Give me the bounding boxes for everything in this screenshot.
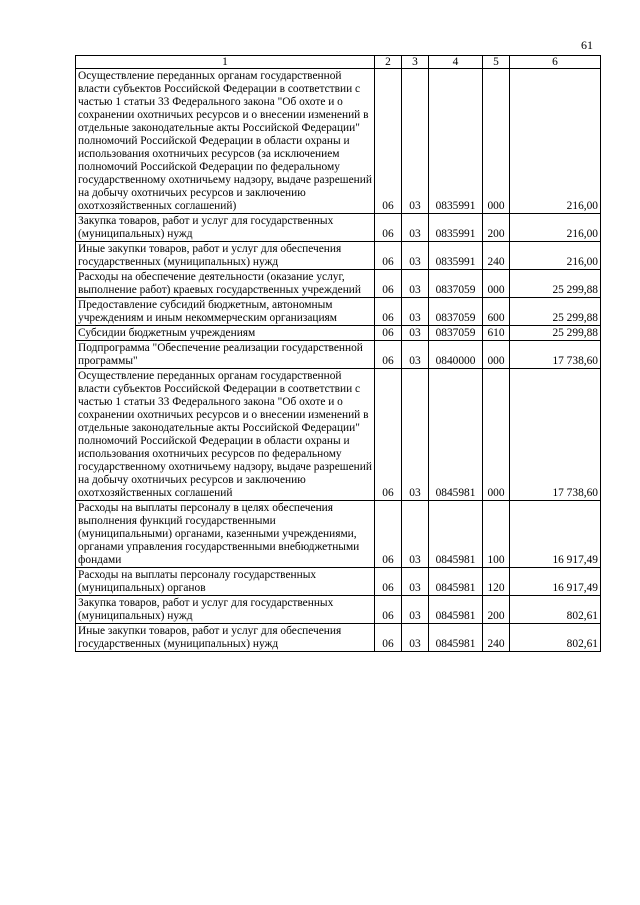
row-expense-type: 240 — [483, 242, 510, 270]
column-header-expense-type: 5 — [483, 56, 510, 69]
table-row — [76, 501, 601, 568]
row-target: 0845981 — [429, 568, 483, 596]
row-section: 06 — [375, 69, 402, 214]
row-section: 06 — [375, 568, 402, 596]
row-name: Предоставление субсидий бюджетным, автономным учреждениям и иным некоммерческим организациям — [76, 298, 375, 326]
row-section: 06 — [375, 214, 402, 242]
row-target: 0845981 — [429, 624, 483, 652]
row-target: 0837059 — [429, 270, 483, 298]
row-subsection: 03 — [402, 624, 429, 652]
row-subsection: 03 — [402, 501, 429, 568]
table-row — [76, 326, 601, 341]
row-expense-type: 120 — [483, 568, 510, 596]
row-section: 06 — [375, 326, 402, 341]
row-amount: 802,61 — [510, 624, 601, 652]
row-section: 06 — [375, 624, 402, 652]
row-section: 06 — [375, 270, 402, 298]
row-amount: 216,00 — [510, 242, 601, 270]
row-section: 06 — [375, 596, 402, 624]
row-name: Подпрограмма "Обеспечение реализации государственной программы" — [76, 341, 375, 369]
row-name: Расходы на обеспечение деятельности (оказание услуг, выполнение работ) краевых государственных учреждений — [76, 270, 375, 298]
row-amount: 216,00 — [510, 214, 601, 242]
table-row — [76, 242, 601, 270]
budget-table — [75, 55, 601, 652]
row-subsection: 03 — [402, 270, 429, 298]
table-row — [76, 568, 601, 596]
row-name: Расходы на выплаты персоналу в целях обеспечения выполнения функций государственными (муниципальными) органами, казенными учреждениями, органами управления государственными внебюджетными фондами — [76, 501, 375, 568]
row-section: 06 — [375, 242, 402, 270]
row-name: Закупка товаров, работ и услуг для государственных (муниципальных) нужд — [76, 214, 375, 242]
row-subsection: 03 — [402, 298, 429, 326]
row-amount: 17 738,60 — [510, 369, 601, 501]
row-subsection: 03 — [402, 341, 429, 369]
row-amount: 216,00 — [510, 69, 601, 214]
row-name: Расходы на выплаты персоналу государственных (муниципальных) органов — [76, 568, 375, 596]
table-row — [76, 624, 601, 652]
row-name: Субсидии бюджетным учреждениям — [76, 326, 375, 341]
row-expense-type: 000 — [483, 341, 510, 369]
row-expense-type: 000 — [483, 270, 510, 298]
row-target: 0835991 — [429, 242, 483, 270]
table-row — [76, 214, 601, 242]
row-amount: 25 299,88 — [510, 298, 601, 326]
row-name: Иные закупки товаров, работ и услуг для обеспечения государственных (муниципальных) нужд — [76, 242, 375, 270]
column-header-amount: 6 — [510, 56, 601, 69]
row-target: 0837059 — [429, 298, 483, 326]
row-subsection: 03 — [402, 326, 429, 341]
column-header-subsection: 3 — [402, 56, 429, 69]
column-header-target: 4 — [429, 56, 483, 69]
row-target: 0840000 — [429, 341, 483, 369]
row-name: Иные закупки товаров, работ и услуг для обеспечения государственных (муниципальных) нужд — [76, 624, 375, 652]
row-expense-type: 000 — [483, 69, 510, 214]
row-subsection: 03 — [402, 69, 429, 214]
row-amount: 16 917,49 — [510, 501, 601, 568]
page-number: 61 — [581, 38, 593, 52]
row-section: 06 — [375, 501, 402, 568]
table-row — [76, 270, 601, 298]
row-target: 0835991 — [429, 69, 483, 214]
row-expense-type: 600 — [483, 298, 510, 326]
row-target: 0845981 — [429, 501, 483, 568]
row-subsection: 03 — [402, 369, 429, 501]
row-expense-type: 200 — [483, 214, 510, 242]
table-header-row — [76, 56, 601, 69]
row-name: Осуществление переданных органам государственной власти субъектов Российской Федерации в соответствии с частью 1 статьи 33 Федерального закона "Об охоте и о сохранении охотничьих ресурсов и о внесении изменений в отдельные законодательные акты Российской Федерации" полномочий Российской Федерации в области охраны и использования охотничьих ресурсов (за исключением полномочий Российской Федерации по федеральному государственному охотничьему надзору, выдаче разрешений на добычу охотничьих ресурсов и заключению охотхозяйственных соглашений) — [76, 69, 375, 214]
row-expense-type: 000 — [483, 369, 510, 501]
row-name: Закупка товаров, работ и услуг для государственных (муниципальных) нужд — [76, 596, 375, 624]
row-amount: 25 299,88 — [510, 270, 601, 298]
row-target: 0845981 — [429, 596, 483, 624]
row-expense-type: 240 — [483, 624, 510, 652]
row-expense-type: 610 — [483, 326, 510, 341]
row-target: 0845981 — [429, 369, 483, 501]
row-amount: 17 738,60 — [510, 341, 601, 369]
row-section: 06 — [375, 369, 402, 501]
row-amount: 25 299,88 — [510, 326, 601, 341]
column-header-name: 1 — [76, 56, 375, 69]
row-subsection: 03 — [402, 214, 429, 242]
row-expense-type: 100 — [483, 501, 510, 568]
row-name: Осуществление переданных органам государственной власти субъектов Российской Федерации в соответствии с частью 1 статьи 33 Федерального закона "Об охоте и о сохранении охотничьих ресурсов и о внесении изменений в отдельные законодательные акты Российской Федерации" полномочий Российской Федерации в области охраны и использования охотничьих ресурсов по федеральному государственному охотничьему надзору, выдаче разрешений на добычу охотничьих ресурсов и заключению охотхозяйственных соглашений — [76, 369, 375, 501]
row-amount: 16 917,49 — [510, 568, 601, 596]
row-section: 06 — [375, 341, 402, 369]
row-amount: 802,61 — [510, 596, 601, 624]
row-target: 0835991 — [429, 214, 483, 242]
table-row — [76, 369, 601, 501]
row-section: 06 — [375, 298, 402, 326]
row-subsection: 03 — [402, 568, 429, 596]
row-target: 0837059 — [429, 326, 483, 341]
table-row — [76, 298, 601, 326]
row-expense-type: 200 — [483, 596, 510, 624]
table-row — [76, 69, 601, 214]
row-subsection: 03 — [402, 596, 429, 624]
column-header-section: 2 — [375, 56, 402, 69]
table-row — [76, 341, 601, 369]
row-subsection: 03 — [402, 242, 429, 270]
table-row — [76, 596, 601, 624]
